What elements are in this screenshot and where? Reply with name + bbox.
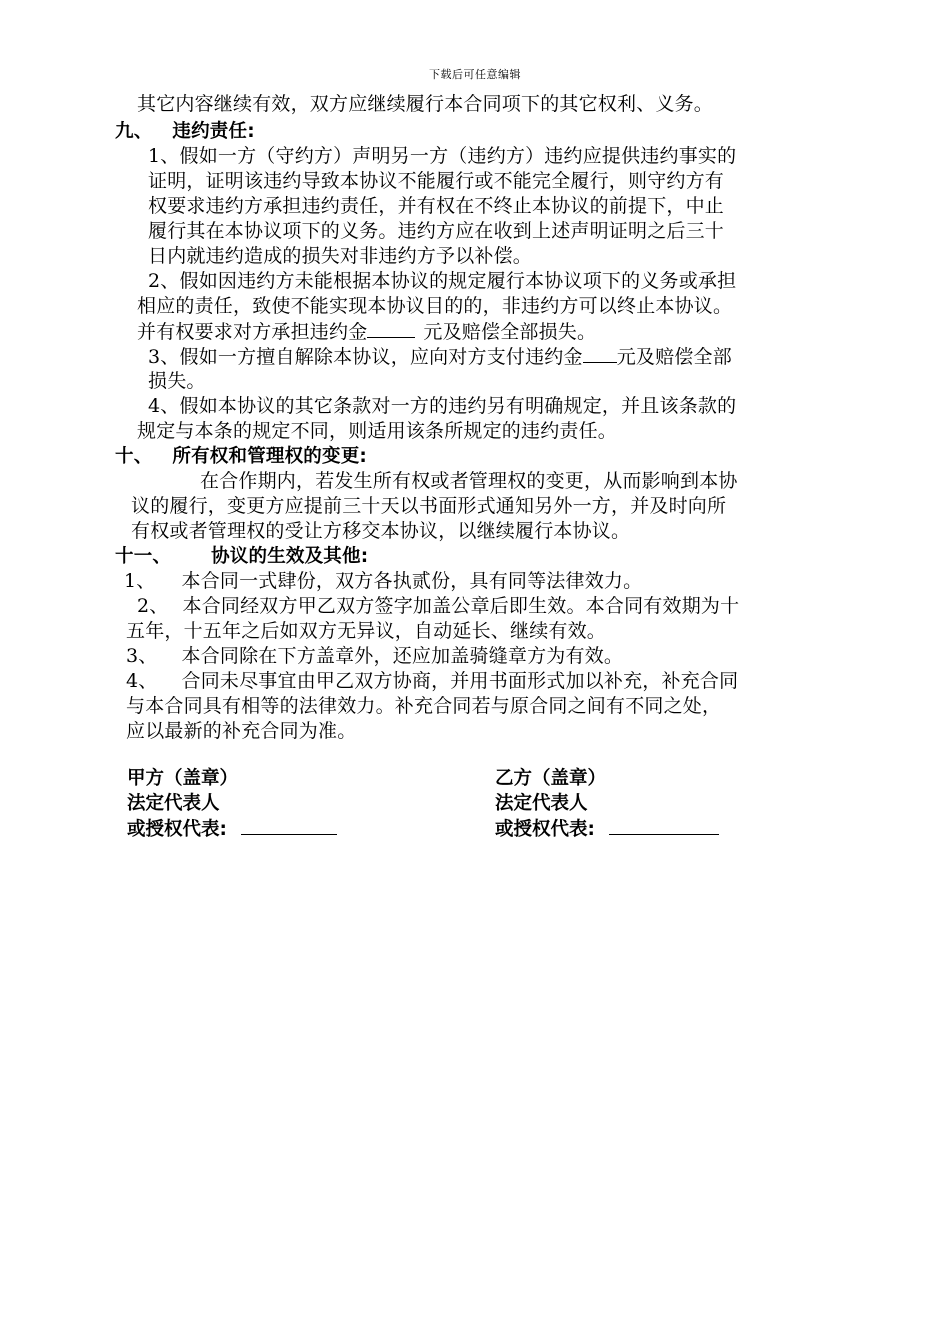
- list-item: [124, 569, 642, 594]
- heading-title: 所有权和管理权的变更:: [172, 446, 368, 467]
- paragraph-line: 1、假如一方（守约方）声明另一方（违约方）违约应提供违约事实的: [148, 145, 737, 167]
- text-segment: 并有权要求对方承担违约金: [137, 321, 368, 343]
- party-a-representative: 法定代表人: [127, 793, 220, 814]
- list-number: 4、: [126, 670, 158, 692]
- list-text: 本合同经双方甲乙双方签字加盖公章后即生效。本合同有效期为十: [182, 595, 740, 617]
- paragraph-line: 其它内容继续有效，双方应继续履行本合同项下的其它权利、义务。: [137, 93, 714, 115]
- auth-label: 或授权代表:: [127, 819, 227, 840]
- paragraph-line: [137, 319, 596, 345]
- heading-title: 违约责任:: [172, 121, 255, 142]
- paragraph-line: 应以最新的补充合同为准。: [126, 720, 357, 742]
- text-segment: 3、假如一方擅自解除本协议，应向对方支付违约金: [148, 346, 583, 368]
- paragraph-line: 在合作期内，若发生所有权或者管理权的变更，从而影响到本协: [200, 470, 738, 492]
- heading-number: 九、: [115, 121, 153, 142]
- paragraph-line: 4、假如本协议的其它条款对一方的违约另有明确规定，并且该条款的: [148, 395, 737, 417]
- paragraph-line: 相应的责任，致使不能实现本协议目的的，非违约方可以终止本协议。: [137, 295, 733, 317]
- list-number: 3、: [126, 645, 158, 667]
- list-text: 本合同除在下方盖章外，还应加盖骑缝章方为有效。: [181, 645, 624, 667]
- party-b-representative: 法定代表人: [495, 793, 588, 814]
- paragraph-line: 履行其在本协议项下的义务。违约方应在收到上述声明证明之后三十: [148, 220, 725, 242]
- heading-number: 十一、: [115, 546, 172, 567]
- list-text: 本合同一式肆份，双方各执贰份，具有同等法律效力。: [181, 570, 643, 592]
- paragraph-line: [148, 344, 732, 370]
- signature-line: [609, 816, 719, 835]
- list-item: [126, 669, 738, 694]
- paragraph-line: 2、假如因违约方未能根据本协议的规定履行本协议项下的义务或承担: [148, 270, 737, 292]
- party-a-seal: 甲方（盖章）: [127, 768, 239, 789]
- signature-line: [241, 816, 337, 835]
- page-header: 下载后可任意编辑: [429, 68, 521, 81]
- paragraph-line: 日内就违约造成的损失对非违约方予以补偿。: [148, 245, 533, 267]
- list-item: [137, 594, 739, 619]
- party-b-seal: 乙方（盖章）: [495, 768, 607, 789]
- list-number: 1、: [124, 570, 156, 592]
- blank-amount: [367, 319, 415, 338]
- blank-amount: [583, 344, 617, 363]
- list-number: 2、: [137, 595, 169, 617]
- section-heading-10: [115, 444, 367, 469]
- list-text: 合同未尽事宜由甲乙双方协商，并用书面形式加以补充，补充合同: [181, 670, 739, 692]
- paragraph-line: 五年，十五年之后如双方无异议，自动延长、继续有效。: [126, 620, 607, 642]
- paragraph-line: 规定与本条的规定不同，则适用该条所规定的违约责任。: [137, 420, 618, 442]
- paragraph-line: 损失。: [148, 370, 206, 392]
- party-b-authorized: [495, 816, 719, 842]
- paragraph-line: 权要求违约方承担违约责任，并有权在不终止本协议的前提下，中止: [148, 195, 725, 217]
- paragraph-line: 与本合同具有相等的法律效力。补充合同若与原合同之间有不同之处，: [126, 695, 722, 717]
- paragraph-line: 议的履行，变更方应提前三十天以书面形式通知另外一方，并及时向所: [131, 495, 727, 517]
- text-segment: 元及赔偿全部: [616, 346, 732, 368]
- text-segment: 元及赔偿全部损失。: [423, 321, 597, 343]
- party-a-authorized: [127, 816, 337, 842]
- heading-number: 十、: [115, 446, 153, 467]
- paragraph-line: 证明，证明该违约导致本协议不能履行或不能完全履行，则守约方有: [148, 170, 725, 192]
- section-heading-9: [115, 119, 255, 144]
- paragraph-line: 有权或者管理权的受让方移交本协议，以继续履行本协议。: [131, 520, 631, 542]
- heading-title: 协议的生效及其他:: [211, 546, 369, 567]
- section-heading-11: [115, 544, 368, 569]
- auth-label: 或授权代表:: [495, 819, 595, 840]
- list-item: [126, 644, 623, 669]
